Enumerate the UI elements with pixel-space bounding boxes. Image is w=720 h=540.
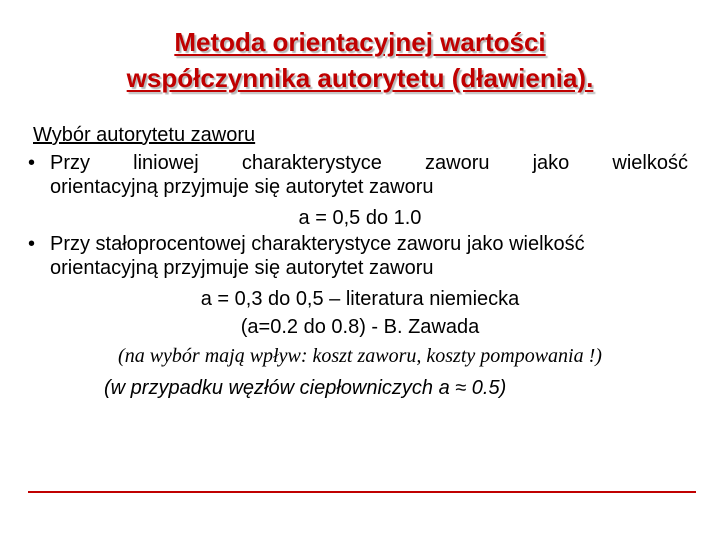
bullet-linear: [28, 151, 688, 199]
bullet-marker: •: [28, 152, 36, 174]
note-influence: (na wybór mają wpływ: koszt zaworu, koszty pompowania !): [118, 345, 602, 367]
slide-title-line-2: współczynnika autorytetu (dławienia).: [126, 63, 594, 93]
slide-title: [0, 24, 720, 96]
bullet-linear-line-1: Przy liniowej charakterystyce zaworu jako wielkość: [50, 152, 688, 174]
bullet-linear-line-2: orientacyjną przyjmuje się autorytet zaworu: [50, 176, 434, 198]
value-equal-percentage: a = 0,3 do 0,5 – literatura niemiecka: [200, 288, 520, 310]
slide-title-line-1: Metoda orientacyjnej wartości: [174, 27, 546, 57]
bullet-equal-percentage: [28, 232, 688, 280]
bullet-equal-percentage-line-1: Przy stałoprocentowej charakterystyce zaworu jako wielkość: [50, 233, 585, 255]
bullet-marker: •: [28, 233, 36, 255]
note-district-heating: (w przypadku węzłów ciepłowniczych a ≈ 0.5): [104, 377, 507, 399]
bullet-equal-percentage-line-2: orientacyjną przyjmuje się autorytet zaworu: [50, 257, 434, 279]
value-zawada: (a=0.2 do 0.8) - B. Zawada: [240, 316, 480, 338]
bottom-divider: [28, 491, 696, 493]
subheading: Wybór autorytetu zaworu: [33, 124, 256, 146]
value-linear: a = 0,5 do 1.0: [298, 207, 422, 229]
